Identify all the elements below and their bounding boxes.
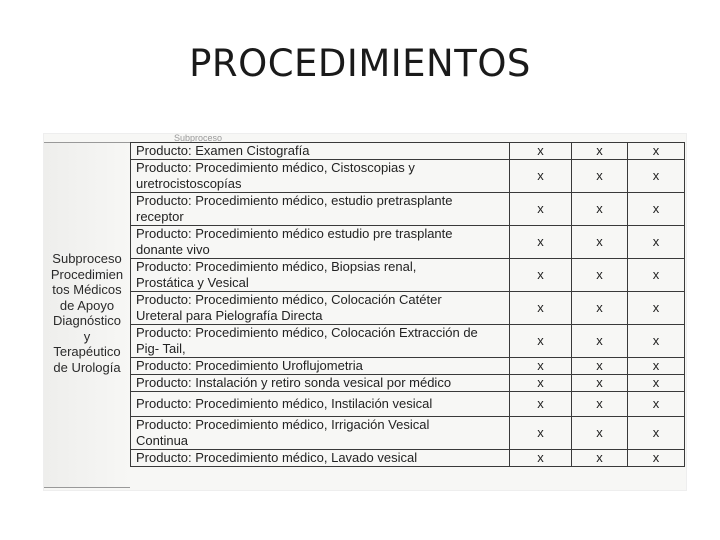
mark-cell: x [510, 292, 572, 325]
mark-cell: x [628, 193, 685, 226]
table-row [131, 292, 685, 325]
mark-cell: x [628, 226, 685, 259]
mark-cell: x [628, 417, 685, 450]
mark-cell: x [572, 375, 628, 392]
product-text-line: donante vivo [136, 242, 210, 257]
mark-cell: x [572, 292, 628, 325]
product-text-line: Producto: Procedimiento médico, Irrigación Vesical [136, 417, 430, 432]
table-row [131, 226, 685, 259]
mark-cell: x [628, 292, 685, 325]
mark-cell: x [510, 193, 572, 226]
product-cell [131, 375, 510, 392]
product-cell [131, 450, 510, 467]
table-row [131, 259, 685, 292]
table-row [131, 375, 685, 392]
mark-cell: x [628, 450, 685, 467]
product-text-line: Producto: Procedimiento médico, estudio pretrasplante [136, 193, 453, 208]
scanned-table-image [44, 134, 686, 490]
mark-cell: x [510, 417, 572, 450]
product-text-line: Producto: Procedimiento médico, Instilación vesical [136, 396, 433, 411]
mark-cell: x [572, 259, 628, 292]
product-text-line: Ureteral para Pielografía Directa [136, 308, 323, 323]
subproceso-label: Subproceso Procedimien tos Médicos de Apoyo Diagnóstico y Terapéutico de Urología [50, 251, 124, 375]
procedures-table [130, 142, 685, 467]
product-text-line: uretrocistoscopías [136, 176, 242, 191]
product-text-line: Pig- Tail, [136, 341, 186, 356]
product-text-line: Producto: Procedimiento médico, Lavado vesical [136, 450, 418, 465]
table-row [131, 392, 685, 417]
mark-cell: x [510, 392, 572, 417]
table-row [131, 143, 685, 160]
table-row [131, 358, 685, 375]
mark-cell: x [572, 226, 628, 259]
mark-cell: x [628, 160, 685, 193]
mark-cell: x [572, 160, 628, 193]
product-text-line: Producto: Examen Cistografía [136, 143, 310, 158]
product-text-line: Prostática y Vesical [136, 275, 249, 290]
mark-cell: x [510, 160, 572, 193]
table-row [131, 160, 685, 193]
mark-cell: x [628, 259, 685, 292]
mark-cell: x [628, 358, 685, 375]
mark-cell: x [572, 392, 628, 417]
mark-cell: x [628, 375, 685, 392]
table-row [131, 450, 685, 467]
mark-cell: x [628, 325, 685, 358]
product-cell [131, 226, 510, 259]
mark-cell: x [510, 375, 572, 392]
product-cell [131, 193, 510, 226]
product-cell [131, 417, 510, 450]
mark-cell: x [572, 358, 628, 375]
product-text-line: receptor [136, 209, 184, 224]
product-text-line: Producto: Procedimiento médico estudio pre trasplante [136, 226, 453, 241]
mark-cell: x [510, 325, 572, 358]
product-cell [131, 392, 510, 417]
procedures-table-body [131, 143, 685, 467]
product-cell [131, 358, 510, 375]
mark-cell: x [572, 193, 628, 226]
cropped-header-fragment: Subproceso [174, 134, 684, 143]
table-row [131, 325, 685, 358]
table-row [131, 193, 685, 226]
mark-cell: x [510, 358, 572, 375]
product-text-line: Continua [136, 433, 189, 448]
product-text-line: Producto: Instalación y retiro sonda vesical por médico [136, 375, 452, 390]
product-text-line: Producto: Procedimiento médico, Biopsias renal, [136, 259, 417, 274]
product-cell [131, 143, 510, 160]
mark-cell: x [628, 143, 685, 160]
product-cell [131, 325, 510, 358]
product-cell [131, 160, 510, 193]
product-text-line: Producto: Procedimiento médico, Colocación Extracción de [136, 325, 478, 340]
product-text-line: Producto: Procedimiento Uroflujometria [136, 358, 363, 373]
mark-cell: x [510, 259, 572, 292]
product-text-line: Producto: Procedimiento médico, Colocación Catéter [136, 292, 442, 307]
subproceso-cell [44, 142, 130, 488]
mark-cell: x [572, 143, 628, 160]
product-cell [131, 259, 510, 292]
product-text-line: Producto: Procedimiento médico, Cistoscopias y [136, 160, 415, 175]
mark-cell: x [572, 325, 628, 358]
mark-cell: x [628, 392, 685, 417]
product-cell [131, 292, 510, 325]
slide-title: PROCEDIMIENTOS [189, 42, 531, 85]
mark-cell: x [510, 143, 572, 160]
mark-cell: x [510, 226, 572, 259]
mark-cell: x [572, 417, 628, 450]
table-row [131, 417, 685, 450]
mark-cell: x [510, 450, 572, 467]
mark-cell: x [572, 450, 628, 467]
